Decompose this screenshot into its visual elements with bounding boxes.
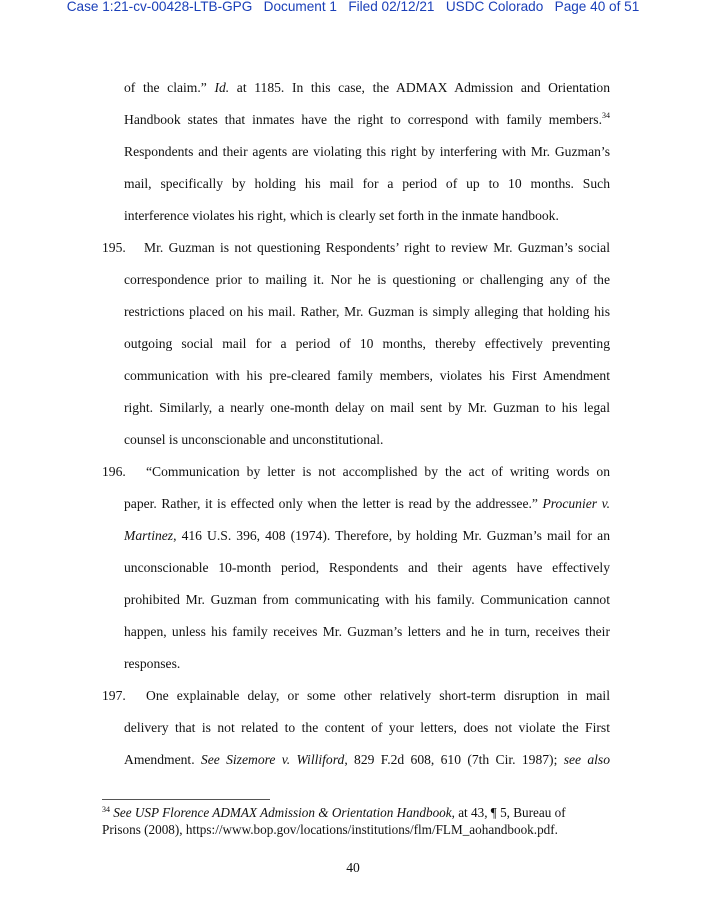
text-line: delivery that is not related to the content of your letters, does not violate the First bbox=[124, 720, 610, 735]
court-name: USDC Colorado bbox=[445, 0, 544, 14]
text-line: mail, specifically by holding his mail for a period of up to 10 months. Such bbox=[124, 176, 610, 191]
text-line: interference violates his right, which is clearly set forth in the inmate handbook. bbox=[124, 208, 559, 223]
text-line: correspondence prior to mailing it. Nor he is questioning or challenging any of the bbox=[124, 272, 610, 287]
text-line: communication with his pre-cleared family members, violates his First Amendment bbox=[124, 368, 610, 383]
text-line: counsel is unconscionable and unconstitutional. bbox=[124, 432, 384, 447]
text-line: outgoing social mail for a period of 10 months, thereby effectively preventing bbox=[124, 336, 610, 351]
text-line: Mr. Guzman is not questioning Respondents’ right to review Mr. Guzman’s social bbox=[144, 240, 610, 255]
text-line: right. Similarly, a nearly one-month delay on mail sent by Mr. Guzman to his legal bbox=[124, 400, 610, 415]
text-line: unconscionable 10-month period, Respondents and their agents have effectively bbox=[124, 560, 610, 575]
footnote-rule bbox=[102, 799, 270, 800]
text-line: Amendment. See Sizemore v. Williford, 829 F.2d 608, 610 (7th Cir. 1987); see also bbox=[124, 752, 611, 767]
text-line: Handbook states that inmates have the right to correspond with family members.$^{34}$ bbox=[124, 111, 610, 127]
page-of-total: Page 40 of 51 bbox=[554, 0, 640, 14]
document-number: Document 1 bbox=[263, 0, 337, 14]
text-line: “Communication by letter is not accomplished by the act of writing words on bbox=[146, 464, 610, 479]
footnote-line: Prisons (2008), https://www.bop.gov/locations/institutions/flm/FLM_aohandbook.pdf. bbox=[102, 822, 558, 837]
filed-date: Filed 02/12/21 bbox=[348, 0, 435, 14]
text-line: restrictions placed on his mail. Rather, Mr. Guzman is simply alleging that holding his bbox=[124, 304, 610, 319]
text-line: happen, unless his family receives Mr. Guzman’s letters and he in turn, receives their bbox=[124, 624, 610, 639]
footnote bbox=[102, 804, 602, 838]
text-line: Respondents and their agents are violating this right by interfering with Mr. Guzman’s bbox=[124, 144, 610, 159]
footnote-ref: 34 bbox=[602, 111, 610, 120]
footnote-line bbox=[102, 804, 602, 821]
text-line: prohibited Mr. Guzman from communicating with his family. Communication cannot bbox=[124, 592, 610, 607]
footnote-text: See USP Florence ADMAX Admission & Orientation Handbook, at 43, ¶ 5, Bureau of bbox=[113, 805, 566, 820]
text-line: Martinez, 416 U.S. 396, 408 (1974). Therefore, by holding Mr. Guzman’s mail for an bbox=[124, 528, 610, 543]
paragraph-number: 195. bbox=[102, 240, 126, 255]
text-line: paper. Rather, it is effected only when the letter is read by the addressee.” Procunier v. bbox=[124, 496, 610, 511]
footnote-marker: 34 bbox=[102, 805, 110, 814]
case-header bbox=[0, 0, 706, 14]
text-line: of the claim.” Id. at 1185. In this case, the ADMAX Admission and Orientation bbox=[124, 80, 610, 95]
text-line: One explainable delay, or some other relatively short-term disruption in mail bbox=[146, 688, 610, 703]
paragraph-number: 197. bbox=[102, 688, 126, 703]
case-number: Case 1:21-cv-00428-LTB-GPG bbox=[66, 0, 253, 14]
paragraph-number: 196. bbox=[102, 464, 126, 479]
text-line: responses. bbox=[124, 656, 181, 671]
page-number: 40 bbox=[346, 860, 360, 875]
